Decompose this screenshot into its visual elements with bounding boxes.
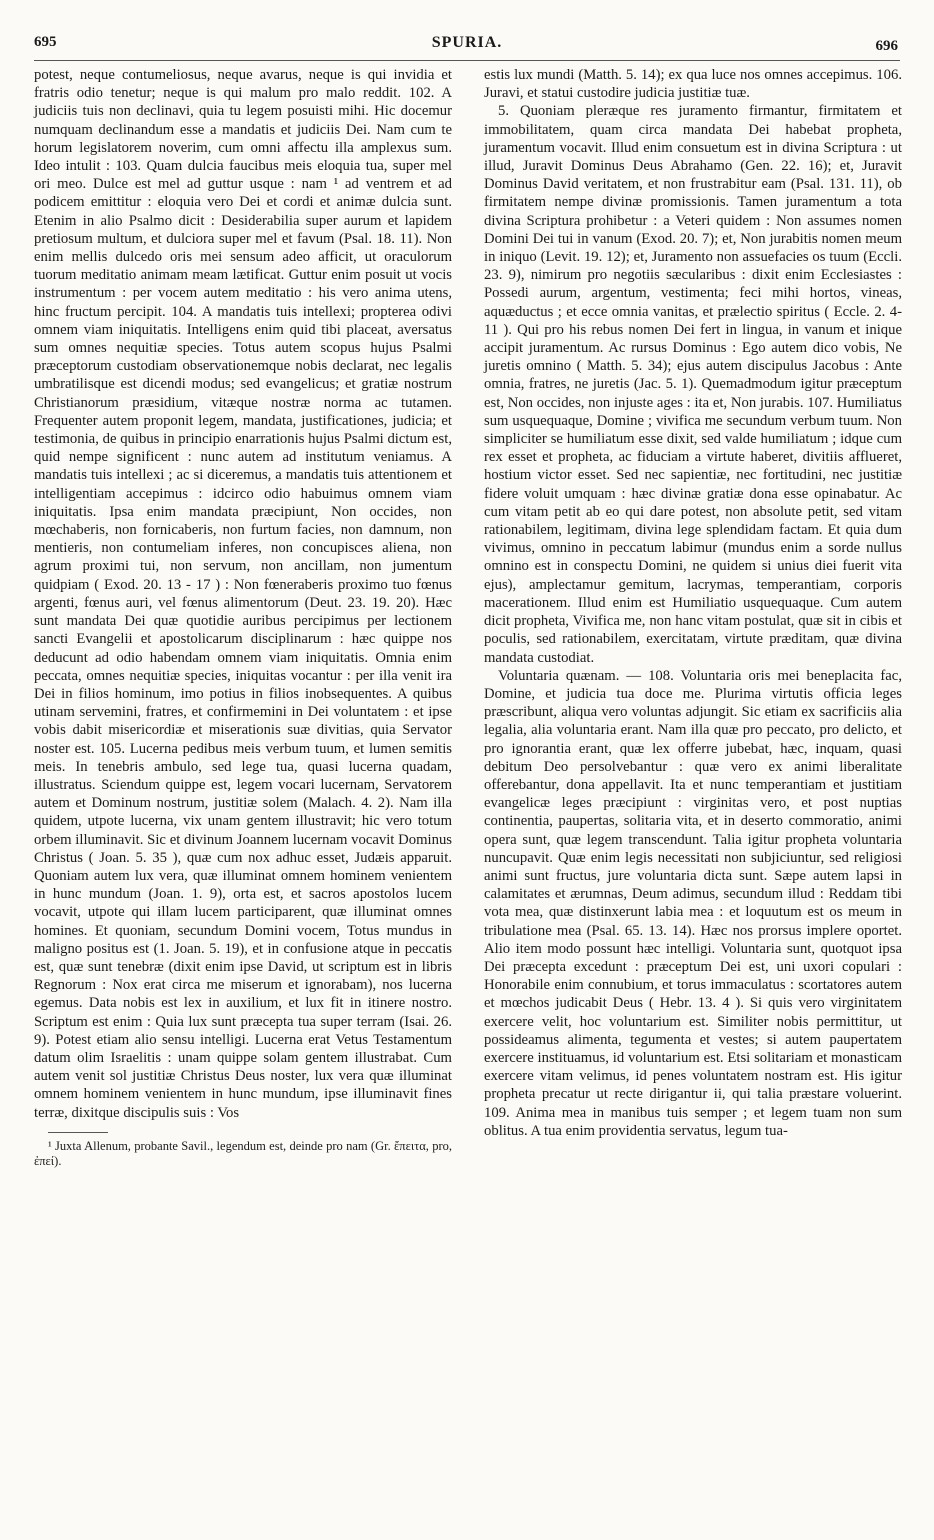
page-number-left: 695 (34, 34, 57, 50)
running-title: SPURIA. (431, 34, 503, 51)
header-rule (34, 60, 900, 61)
left-paragraph-1: potest, neque contumeliosus, neque avarus, neque is qui invidia et fratris odio tenetur; neque is qui malum pro malo reddit. 102. A judiciis tuis non declinavi, quia tu legem posuisti mihi. Hic docemur numquam declinandum esse a mandatis et judiciis Dei. Nam cum te horum legislatorem noverim, cum omni affectu illa amplexus sum. Ideo intulit : 103. Quam dulcia faucibus meis eloquia tua, super mel ori meo. Dulce est mel ad guttur usque : nam ¹ ad ventrem et ad podicem emittitur : eloquia vero Dei et cordi et animæ dulcia sunt. Etenim in alio Psalmo dicit : Desiderabilia super aurum et lapidem pretiosum multum, et dulciora super mel et favum (Psal. 18. 11). Non enim mellis dulcedo oris mei sensum adeo afficit, ut oraculorum tuorum meditatio animam meam lætificat. Guttur enim posuit ut vocis instrumentum : per vocem autem meditatio : his vero anima utens, hinc fructum percipit. 104. A mandatis tuis intellexi; propterea odivi omnem viam iniquitatis. Intelligens enim quid tibi placeat, aversatus sum omnes nequitiæ species. Totus autem scopus hujus Psalmi præceptorum custodiam observationemque nobis declarat, nec legalis umbratilisque est dicendi modus; sed evangelicus; et gratiæ nostrum Christianorum præsidium, vitæque nostræ norma ac tutamen. Frequenter autem proponit legem, mandata, justificationes, judicia; et testimonia, de quibus in principio enarrationis hujus Psalmi dictum est, quid nempe significent : nunc autem ad institutum veniamus. A mandatis tuis intellexi ; ac si diceremus, a mandatis tuis attentionem et intelligentiam accepimus : idcirco odio habuimus omnem viam iniquitatis. Ipsa enim mandata præcipiunt, Non occides, non mœchaberis, non fornicaberis, non furtum facies, non damnum, non mentieris, non contumeliam inferes, non concupisces aliena, non agrum proximi tui, non servum, non ancillam, non jumentum quidpiam ( Exod. 20. 13 - 17 ) : Non fœneraberis proximo tuo fœnus argenti, fœnus auri, vel fœnus alimentorum (Deut. 23. 19. 20). Hæc sunt mandata Dei quæ quotidie auribus percipimus per lectionem sancti Evangelii et apostolicarum disciplinarum : hæc quippe nos deducunt ad odio habendam omnem viam iniquitatis. Omnia enim peccata, omnes nequitiæ species, iniquitas vocantur : per illa venit ira Dei in filios hominum, imo potius in filios inobsequentes. A quibus utinam servemini, fratres, et confirmemini in Dei voluntatem : et ipse vobis dabit misericordiæ et miserationis suæ divitias, quia Servator noster est. 105. Lucerna pedibus meis verbum tuum, et lumen semitis meis. In tenebris ambulo, sed lege tua, quasi lucerna quadam, illustratus. Sciendum quippe est, legem vocari lucernam, Servatorem autem et Dominum nostrum, justitiæ solem (Malach. 4. 2). Nam illa quidem, utpote lucerna, vix unam gentem illustravit; hic vero totum orbem illuminavit. Sic et divinum Joannem lucernam vocavit Dominus Christus ( Joan. 5. 35 ), quæ cum nox adhuc esset, Judæis apparuit. Quoniam autem lux vera, quæ illuminat omnem hominem venientem in hunc mundum (Joan. 1. 9), orta est, et sacros apostolos lucem vocavit, utpote qui illam lucem participarent, quæ illuminat omnes homines. Et quoniam, secundum Domini vocem, Totus mundus in maligno positus est (1. Joan. 5. 19), et in confusione atque in peccatis est, quæ sunt tenebræ (dixit enim ipse David, ut scriptum est in libris Regnorum : Nox erat circa me miserum et ignorabam), nos lucerna egemus. Data nobis est lex in auxilium, et lux fit in itinere nostro. Scriptum est enim : Quia lux sunt præcepta tua super terram (Isai. 26. 9). Potest etiam alio sensu intelligi. Lucerna erat Vetus Testamentum datum olim Israelitis : unam quippe solam gentem illustrabat. Cum autem venit sol justitiæ Christus Deus noster, lux vera quæ illuminat omnem hominem venientem in hunc mundum, ipse illuminavit fines terræ, dixitque discipulis suis : Vos (34, 67, 452, 1121)
footnote: ¹ Juxta Allenum, probante Savil., legendum est, deinde pro nam (Gr. ἔπειτα, pro, ἐπεί). (34, 1138, 452, 1168)
right-column (484, 66, 902, 1140)
left-column (34, 66, 452, 1169)
right-paragraph-3: Voluntaria quænam. — 108. Voluntaria oris mei beneplacita fac, Domine, et judicia tua doce me. Plurima virtutis officia leges præscribunt, aliqua vero voluntas adjungit. Sic etiam ex sacrificiis alia legalia, alia voluntaria erant. Nam illa quæ pro peccato, pro delicto, et pro ignorantia erant, quæ lex offerre jubebat, hæc, inquam, quasi debitum Deo persolvebantur : quæ vero ex animi liberalitate offerebantur, dona appellavit. Ita et nunc temperantiam et justitiam evangelicæ leges præcipiunt : virginitas vero, et post nuptias continentia, paupertas, solitaria vita, et in deserto commoratio, animi opera sunt, quæ legem transcendunt. Talia igitur propheta voluntaria nuncupavit. Quæ enim legis necessitati non subjiciuntur, sed religiosi animi sunt fructus, jure voluntaria dicta sunt. Sæpe autem lapsi in calamitates et ærumnas, Deum adimus, secundum illud : Reddam tibi vota mea, quæ distinxerunt labia mea : et loquutum est os meum in tribulatione mea (Psal. 65. 13. 14). Hæc nos prorsus implere oportet. Alio item modo possunt hæc intelligi. Voluntaria sunt, quotquot ipsa Dei præcepta excedunt : præceptum Dei est, uni uxori copulari : Honorabile enim connubium, et torus immaculatus : scortatores autem et mœchos judicabit Deus ( Hebr. 13. 4 ). Si quis vero virginitatem exercere velit, hoc voluntarium est. Similiter nobis permittitur, ut possideamus alimenta, tegumenta et vestes; si autem paupertatem exercere instituamus, id voluntarium est. Etsi solitariam et monasticam exercere vitam velimus, id penes voluntatem nostram est. His igitur propheta precatur ut recte dirigantur ii, qui talia præstare voluerint. 109. Anima mea in manibus tuis semper ; et legem tuam non sum oblitus. A tua enim providentia servatus, legum tua- (484, 667, 902, 1139)
page-header (0, 34, 934, 56)
page-number-right: 696 (875, 38, 898, 54)
right-paragraph-2: 5. Quoniam pleræque res juramento firmantur, firmitatem et immobilitatem, quam circa mandata Dei habebat propheta, juramentum vocavit. Illud enim consuetum est in divina Scriptura : ut illud, Juravit Dominus Deus Abrahamo (Gen. 22. 16); et, Juravit Dominus David veritatem, et non frustrabitur eam (Psal. 131. 11), ob firmitatem nempe divinæ promissionis. Tamen juramentum a tota divina Scriptura prohibetur : a Veteri quidem : Non assumes nomen Domini Dei tui in vanum (Exod. 20. 7); et, Non jurabitis nomen meum in iniquo (Levit. 19. 12); et, Juramento non assuefacies os tuum (Eccli. 23. 9), nimirum pro negotiis sæcularibus : dixit enim Ecclesiastes : Possedi aurum, argentum, vestimenta; feci mihi hortos, vineas, aquæductus ; et ecce omnia vanitas, et prælectio spiritus ( Eccle. 2. 4-11 ). Qui pro his rebus nomen Dei fert in lingua, in vanum et inique accipit juramentum. Ac rursus Dominus : Ego autem dico vobis, Ne juretis omnino ( Matth. 5. 34); ejus autem discipulus Jacobus : Ante omnia, fratres, ne juretis (Jac. 5. 1). Quemadmodum igitur præceptum est, Non occides, non injuste ages : ita et, Non jurabis. 107. Humiliatus sum usquequaque, Domine ; vivifica me secundum verbum tuum. Non simpliciter se humiliatum esse dixit, sed valde humiliatum ; idque cum rex esset et propheta, ac fiduciam a virtute haberet, divitiis afflueret, hostium victor esset. Sed nec sapientiæ, nec fortitudini, nec justitiæ fidere voluit umquam : hæc divinæ gratiæ dona esse opinabatur. Ac cum vitam petit ab eo qui dare potest, non absolute petit, sed vitam rationabilem, legitimam, divina lege splendidam factam. Et quia dum vivimus, omnino in peccatum labimur (mundus enim a sorde nullus omnino est in conspectu Domini, ne quidem si unius diei fuerit vita ejus), amplectamur gemitum, lacrymas, temperantiam, corporis macerationem. Illud enim est Humiliatio usquequaque. Cum autem dicit propheta, Vivifica me, non hanc vitam postulat, quæ sit in cibis et poculis, sed rationabilem, exercitatam, virtute præditam, quæ divina mandata custodiat. (484, 103, 902, 666)
footnote-separator (48, 1132, 108, 1133)
right-paragraph-1: estis lux mundi (Matth. 5. 14); ex qua luce nos omnes accepimus. 106. Juravi, et statui custodire judicia justitiæ tuæ. (484, 67, 902, 102)
